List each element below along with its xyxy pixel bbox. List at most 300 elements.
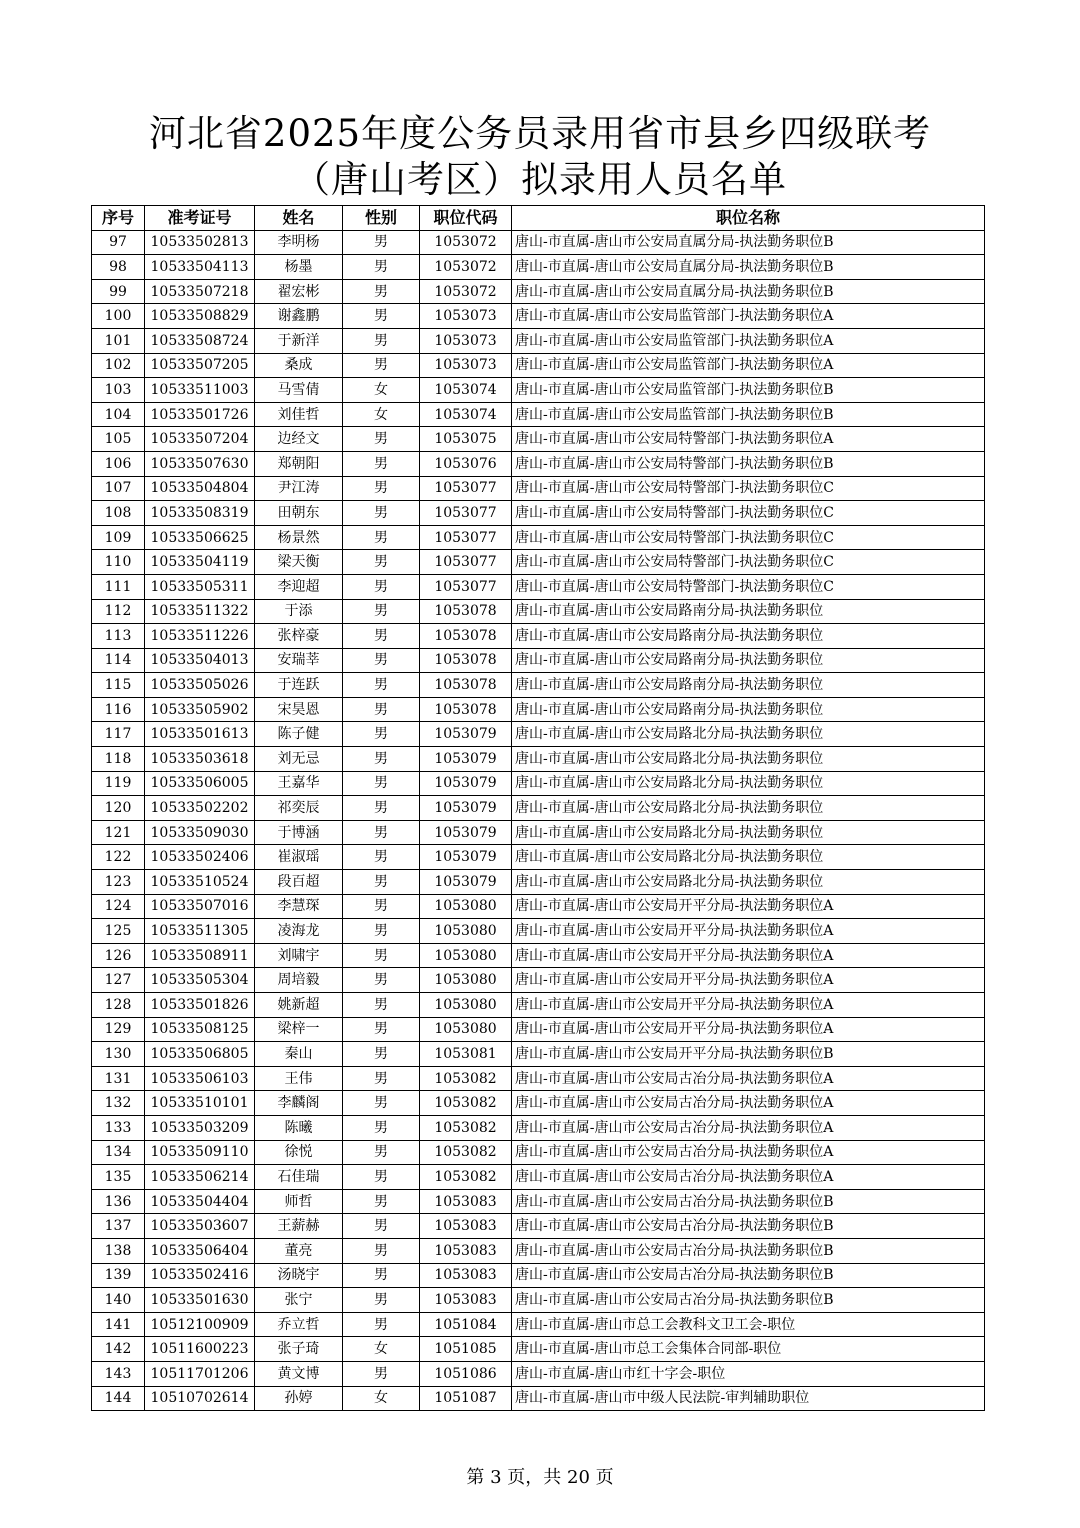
table-row (92, 1214, 985, 1239)
position-title-cell: 唐山-市直属-唐山市公安局开平分局-执法勤务职位A (512, 919, 985, 944)
gender-cell: 男 (343, 501, 420, 526)
position-code-cell: 1053080 (420, 968, 512, 993)
header-row (92, 206, 985, 231)
table-row (92, 845, 985, 870)
position-code-cell: 1053083 (420, 1288, 512, 1313)
name-cell: 桑成 (255, 353, 343, 378)
serial-cell: 110 (92, 550, 145, 575)
exam-number-cell: 10533507630 (145, 451, 255, 476)
serial-cell: 104 (92, 402, 145, 427)
gender-cell: 女 (343, 402, 420, 427)
exam-number-cell: 10533506805 (145, 1042, 255, 1067)
gender-cell: 男 (343, 1091, 420, 1116)
table-row (92, 230, 985, 255)
serial-cell: 127 (92, 968, 145, 993)
table-row (92, 968, 985, 993)
gender-cell: 男 (343, 304, 420, 329)
gender-cell: 男 (343, 255, 420, 280)
header-name: 姓名 (255, 206, 343, 231)
position-code-cell: 1053078 (420, 624, 512, 649)
name-cell: 梁梓一 (255, 1017, 343, 1042)
name-cell: 秦山 (255, 1042, 343, 1067)
gender-cell: 男 (343, 796, 420, 821)
serial-cell: 122 (92, 845, 145, 870)
table-row (92, 1189, 985, 1214)
exam-number-cell: 10533501726 (145, 402, 255, 427)
table-row (92, 919, 985, 944)
position-code-cell: 1053082 (420, 1091, 512, 1116)
serial-cell: 136 (92, 1189, 145, 1214)
exam-number-cell: 10533505026 (145, 673, 255, 698)
gender-cell: 女 (343, 378, 420, 403)
position-title-cell: 唐山-市直属-唐山市公安局路北分局-执法勤务职位 (512, 870, 985, 895)
serial-cell: 103 (92, 378, 145, 403)
position-title-cell: 唐山-市直属-唐山市公安局特警部门-执法勤务职位C (512, 525, 985, 550)
gender-cell: 男 (343, 820, 420, 845)
table-row (92, 1091, 985, 1116)
table-row (92, 279, 985, 304)
position-title-cell: 唐山-市直属-唐山市公安局直属分局-执法勤务职位B (512, 230, 985, 255)
gender-cell: 男 (343, 968, 420, 993)
exam-number-cell: 10533506214 (145, 1165, 255, 1190)
position-title-cell: 唐山-市直属-唐山市公安局古冶分局-执法勤务职位A (512, 1165, 985, 1190)
table-row (92, 943, 985, 968)
serial-cell: 117 (92, 722, 145, 747)
gender-cell: 男 (343, 550, 420, 575)
position-title-cell: 唐山-市直属-唐山市中级人民法院-审判辅助职位 (512, 1386, 985, 1411)
table-row (92, 1042, 985, 1067)
serial-cell: 130 (92, 1042, 145, 1067)
serial-cell: 133 (92, 1115, 145, 1140)
table-row (92, 1337, 985, 1362)
serial-cell: 119 (92, 771, 145, 796)
position-title-cell: 唐山-市直属-唐山市公安局路南分局-执法勤务职位 (512, 599, 985, 624)
serial-cell: 102 (92, 353, 145, 378)
name-cell: 翟宏彬 (255, 279, 343, 304)
table-row (92, 673, 985, 698)
position-code-cell: 1051087 (420, 1386, 512, 1411)
position-title-cell: 唐山-市直属-唐山市公安局路南分局-执法勤务职位 (512, 648, 985, 673)
serial-cell: 116 (92, 697, 145, 722)
name-cell: 梁天衡 (255, 550, 343, 575)
exam-number-cell: 10533501826 (145, 993, 255, 1018)
name-cell: 黄文博 (255, 1361, 343, 1386)
table-row (92, 328, 985, 353)
exam-number-cell: 10533501630 (145, 1288, 255, 1313)
name-cell: 于新洋 (255, 328, 343, 353)
exam-number-cell: 10533508319 (145, 501, 255, 526)
name-cell: 刘佳哲 (255, 402, 343, 427)
position-title-cell: 唐山-市直属-唐山市公安局路南分局-执法勤务职位 (512, 624, 985, 649)
position-title-cell: 唐山-市直属-唐山市红十字会-职位 (512, 1361, 985, 1386)
position-code-cell: 1053080 (420, 919, 512, 944)
position-code-cell: 1053072 (420, 255, 512, 280)
position-code-cell: 1053077 (420, 574, 512, 599)
table-row (92, 993, 985, 1018)
name-cell: 师哲 (255, 1189, 343, 1214)
name-cell: 马雪倩 (255, 378, 343, 403)
gender-cell: 男 (343, 1042, 420, 1067)
position-code-cell: 1053073 (420, 304, 512, 329)
serial-cell: 112 (92, 599, 145, 624)
serial-cell: 129 (92, 1017, 145, 1042)
position-title-cell: 唐山-市直属-唐山市总工会教科文卫工会-职位 (512, 1312, 985, 1337)
serial-cell: 109 (92, 525, 145, 550)
position-code-cell: 1053080 (420, 943, 512, 968)
exam-number-cell: 10533506103 (145, 1066, 255, 1091)
position-code-cell: 1053081 (420, 1042, 512, 1067)
position-code-cell: 1053083 (420, 1214, 512, 1239)
name-cell: 于添 (255, 599, 343, 624)
position-code-cell: 1053082 (420, 1115, 512, 1140)
name-cell: 杨墨 (255, 255, 343, 280)
serial-cell: 118 (92, 747, 145, 772)
serial-cell: 111 (92, 574, 145, 599)
table-row (92, 1361, 985, 1386)
name-cell: 崔淑瑶 (255, 845, 343, 870)
position-code-cell: 1053077 (420, 476, 512, 501)
name-cell: 刘啸宇 (255, 943, 343, 968)
position-code-cell: 1051086 (420, 1361, 512, 1386)
gender-cell: 男 (343, 993, 420, 1018)
table-row (92, 1312, 985, 1337)
name-cell: 杨景然 (255, 525, 343, 550)
table-row (92, 402, 985, 427)
name-cell: 徐悦 (255, 1140, 343, 1165)
position-title-cell: 唐山-市直属-唐山市公安局特警部门-执法勤务职位C (512, 501, 985, 526)
position-code-cell: 1053083 (420, 1238, 512, 1263)
exam-number-cell: 10533507205 (145, 353, 255, 378)
position-title-cell: 唐山-市直属-唐山市公安局特警部门-执法勤务职位C (512, 574, 985, 599)
position-code-cell: 1053082 (420, 1066, 512, 1091)
serial-cell: 138 (92, 1238, 145, 1263)
position-title-cell: 唐山-市直属-唐山市总工会集体合同部-职位 (512, 1337, 985, 1362)
position-title-cell: 唐山-市直属-唐山市公安局古冶分局-执法勤务职位A (512, 1140, 985, 1165)
position-title-cell: 唐山-市直属-唐山市公安局开平分局-执法勤务职位A (512, 894, 985, 919)
exam-number-cell: 10533504404 (145, 1189, 255, 1214)
header-gender: 性别 (343, 206, 420, 231)
position-title-cell: 唐山-市直属-唐山市公安局特警部门-执法勤务职位A (512, 427, 985, 452)
name-cell: 李迎超 (255, 574, 343, 599)
exam-number-cell: 10533504119 (145, 550, 255, 575)
exam-number-cell: 10533508125 (145, 1017, 255, 1042)
serial-cell: 115 (92, 673, 145, 698)
name-cell: 李麟阁 (255, 1091, 343, 1116)
exam-number-cell: 10533509110 (145, 1140, 255, 1165)
exam-number-cell: 10533503618 (145, 747, 255, 772)
gender-cell: 男 (343, 1165, 420, 1190)
header-position-title: 职位名称 (512, 206, 985, 231)
position-title-cell: 唐山-市直属-唐山市公安局直属分局-执法勤务职位B (512, 255, 985, 280)
position-code-cell: 1053083 (420, 1263, 512, 1288)
position-code-cell: 1053074 (420, 378, 512, 403)
gender-cell: 男 (343, 353, 420, 378)
name-cell: 于博涵 (255, 820, 343, 845)
exam-number-cell: 10533511305 (145, 919, 255, 944)
table-body (92, 230, 985, 1411)
serial-cell: 98 (92, 255, 145, 280)
gender-cell: 男 (343, 525, 420, 550)
gender-cell: 女 (343, 1337, 420, 1362)
exam-number-cell: 10533506625 (145, 525, 255, 550)
position-title-cell: 唐山-市直属-唐山市公安局古冶分局-执法勤务职位A (512, 1115, 985, 1140)
exam-number-cell: 10533509030 (145, 820, 255, 845)
header-serial: 序号 (92, 206, 145, 231)
position-title-cell: 唐山-市直属-唐山市公安局特警部门-执法勤务职位B (512, 451, 985, 476)
serial-cell: 124 (92, 894, 145, 919)
serial-cell: 131 (92, 1066, 145, 1091)
table-row (92, 525, 985, 550)
exam-number-cell: 10533510524 (145, 870, 255, 895)
table-row (92, 1140, 985, 1165)
exam-number-cell: 10533505902 (145, 697, 255, 722)
serial-cell: 143 (92, 1361, 145, 1386)
serial-cell: 128 (92, 993, 145, 1018)
position-title-cell: 唐山-市直属-唐山市公安局监管部门-执法勤务职位A (512, 328, 985, 353)
exam-number-cell: 10533511226 (145, 624, 255, 649)
table-row (92, 870, 985, 895)
name-cell: 王嘉华 (255, 771, 343, 796)
position-code-cell: 1053072 (420, 230, 512, 255)
table-row (92, 451, 985, 476)
exam-number-cell: 10533505304 (145, 968, 255, 993)
gender-cell: 男 (343, 328, 420, 353)
name-cell: 乔立哲 (255, 1312, 343, 1337)
serial-cell: 140 (92, 1288, 145, 1313)
exam-number-cell: 10512100909 (145, 1312, 255, 1337)
gender-cell: 男 (343, 845, 420, 870)
name-cell: 孙婷 (255, 1386, 343, 1411)
exam-number-cell: 10533511322 (145, 599, 255, 624)
position-title-cell: 唐山-市直属-唐山市公安局开平分局-执法勤务职位A (512, 993, 985, 1018)
position-code-cell: 1053078 (420, 648, 512, 673)
serial-cell: 99 (92, 279, 145, 304)
position-title-cell: 唐山-市直属-唐山市公安局监管部门-执法勤务职位A (512, 304, 985, 329)
table-row (92, 353, 985, 378)
table-row (92, 722, 985, 747)
position-code-cell: 1053079 (420, 796, 512, 821)
position-code-cell: 1053077 (420, 501, 512, 526)
gender-cell: 男 (343, 1214, 420, 1239)
position-title-cell: 唐山-市直属-唐山市公安局路北分局-执法勤务职位 (512, 845, 985, 870)
exam-number-cell: 10533506404 (145, 1238, 255, 1263)
table-row (92, 599, 985, 624)
position-title-cell: 唐山-市直属-唐山市公安局古冶分局-执法勤务职位B (512, 1288, 985, 1313)
position-title-cell: 唐山-市直属-唐山市公安局路北分局-执法勤务职位 (512, 796, 985, 821)
exam-number-cell: 10533507016 (145, 894, 255, 919)
table-row (92, 304, 985, 329)
table-row (92, 1165, 985, 1190)
table-row (92, 574, 985, 599)
name-cell: 陈曦 (255, 1115, 343, 1140)
name-cell: 段百超 (255, 870, 343, 895)
position-code-cell: 1053083 (420, 1189, 512, 1214)
position-code-cell: 1053079 (420, 845, 512, 870)
exam-number-cell: 10533504804 (145, 476, 255, 501)
position-code-cell: 1053072 (420, 279, 512, 304)
gender-cell: 男 (343, 574, 420, 599)
name-cell: 陈子健 (255, 722, 343, 747)
serial-cell: 135 (92, 1165, 145, 1190)
position-title-cell: 唐山-市直属-唐山市公安局路南分局-执法勤务职位 (512, 673, 985, 698)
serial-cell: 97 (92, 230, 145, 255)
gender-cell: 男 (343, 1288, 420, 1313)
name-cell: 安瑞莘 (255, 648, 343, 673)
position-code-cell: 1053079 (420, 771, 512, 796)
gender-cell: 男 (343, 279, 420, 304)
table-row (92, 624, 985, 649)
table-row (92, 476, 985, 501)
gender-cell: 男 (343, 1140, 420, 1165)
position-title-cell: 唐山-市直属-唐山市公安局古冶分局-执法勤务职位A (512, 1091, 985, 1116)
position-title-cell: 唐山-市直属-唐山市公安局监管部门-执法勤务职位B (512, 378, 985, 403)
position-code-cell: 1053080 (420, 993, 512, 1018)
gender-cell: 男 (343, 771, 420, 796)
position-code-cell: 1053077 (420, 525, 512, 550)
position-title-cell: 唐山-市直属-唐山市公安局古冶分局-执法勤务职位B (512, 1263, 985, 1288)
gender-cell: 女 (343, 1386, 420, 1411)
position-code-cell: 1053073 (420, 353, 512, 378)
roster-table (91, 205, 985, 1411)
name-cell: 李明杨 (255, 230, 343, 255)
position-title-cell: 唐山-市直属-唐山市公安局古冶分局-执法勤务职位B (512, 1214, 985, 1239)
table-row (92, 501, 985, 526)
gender-cell: 男 (343, 599, 420, 624)
exam-number-cell: 10533502406 (145, 845, 255, 870)
serial-cell: 125 (92, 919, 145, 944)
position-code-cell: 1053075 (420, 427, 512, 452)
position-code-cell: 1053080 (420, 894, 512, 919)
header-position-code: 职位代码 (420, 206, 512, 231)
gender-cell: 男 (343, 1017, 420, 1042)
table-row (92, 648, 985, 673)
table-row (92, 1238, 985, 1263)
exam-number-cell: 10533508911 (145, 943, 255, 968)
name-cell: 姚新超 (255, 993, 343, 1018)
name-cell: 边经文 (255, 427, 343, 452)
serial-cell: 126 (92, 943, 145, 968)
serial-cell: 141 (92, 1312, 145, 1337)
gender-cell: 男 (343, 870, 420, 895)
gender-cell: 男 (343, 427, 420, 452)
gender-cell: 男 (343, 1263, 420, 1288)
position-title-cell: 唐山-市直属-唐山市公安局路北分局-执法勤务职位 (512, 771, 985, 796)
name-cell: 张宁 (255, 1288, 343, 1313)
table-header (92, 206, 985, 231)
exam-number-cell: 10533507218 (145, 279, 255, 304)
table-row (92, 255, 985, 280)
gender-cell: 男 (343, 1115, 420, 1140)
name-cell: 王薪赫 (255, 1214, 343, 1239)
position-title-cell: 唐山-市直属-唐山市公安局古冶分局-执法勤务职位B (512, 1238, 985, 1263)
position-title-cell: 唐山-市直属-唐山市公安局路北分局-执法勤务职位 (512, 747, 985, 772)
gender-cell: 男 (343, 919, 420, 944)
table-row (92, 894, 985, 919)
name-cell: 于连跃 (255, 673, 343, 698)
gender-cell: 男 (343, 1189, 420, 1214)
name-cell: 凌海龙 (255, 919, 343, 944)
table-row (92, 1066, 985, 1091)
name-cell: 张子琦 (255, 1337, 343, 1362)
position-title-cell: 唐山-市直属-唐山市公安局开平分局-执法勤务职位A (512, 1017, 985, 1042)
name-cell: 汤晓宇 (255, 1263, 343, 1288)
position-code-cell: 1053082 (420, 1140, 512, 1165)
exam-number-cell: 10510702614 (145, 1386, 255, 1411)
gender-cell: 男 (343, 648, 420, 673)
exam-number-cell: 10533506005 (145, 771, 255, 796)
position-code-cell: 1053082 (420, 1165, 512, 1190)
exam-number-cell: 10533507204 (145, 427, 255, 452)
serial-cell: 113 (92, 624, 145, 649)
table-row (92, 771, 985, 796)
table-row (92, 550, 985, 575)
table-row (92, 820, 985, 845)
name-cell: 尹江涛 (255, 476, 343, 501)
gender-cell: 男 (343, 943, 420, 968)
gender-cell: 男 (343, 1238, 420, 1263)
position-title-cell: 唐山-市直属-唐山市公安局直属分局-执法勤务职位B (512, 279, 985, 304)
table-row (92, 796, 985, 821)
position-title-cell: 唐山-市直属-唐山市公安局特警部门-执法勤务职位C (512, 476, 985, 501)
gender-cell: 男 (343, 624, 420, 649)
gender-cell: 男 (343, 697, 420, 722)
exam-number-cell: 10533503607 (145, 1214, 255, 1239)
position-title-cell: 唐山-市直属-唐山市公安局开平分局-执法勤务职位B (512, 1042, 985, 1067)
gender-cell: 男 (343, 230, 420, 255)
table-row (92, 1288, 985, 1313)
name-cell: 郑朝阳 (255, 451, 343, 476)
name-cell: 周培毅 (255, 968, 343, 993)
position-title-cell: 唐山-市直属-唐山市公安局古冶分局-执法勤务职位A (512, 1066, 985, 1091)
name-cell: 张梓豪 (255, 624, 343, 649)
position-code-cell: 1053079 (420, 747, 512, 772)
name-cell: 王伟 (255, 1066, 343, 1091)
gender-cell: 男 (343, 1361, 420, 1386)
position-code-cell: 1053079 (420, 820, 512, 845)
serial-cell: 100 (92, 304, 145, 329)
gender-cell: 男 (343, 894, 420, 919)
position-code-cell: 1051084 (420, 1312, 512, 1337)
exam-number-cell: 10533508724 (145, 328, 255, 353)
serial-cell: 134 (92, 1140, 145, 1165)
exam-number-cell: 10533503209 (145, 1115, 255, 1140)
document-title-line1: 河北省2025年度公务员录用省市县乡四级联考 (148, 112, 932, 155)
exam-number-cell: 10533505311 (145, 574, 255, 599)
position-code-cell: 1053073 (420, 328, 512, 353)
gender-cell: 男 (343, 722, 420, 747)
position-code-cell: 1053077 (420, 550, 512, 575)
document-title-line2: （唐山考区）拟录用人员名单 (293, 158, 787, 201)
position-title-cell: 唐山-市直属-唐山市公安局路南分局-执法勤务职位 (512, 697, 985, 722)
table-row (92, 1386, 985, 1411)
exam-number-cell: 10511701206 (145, 1361, 255, 1386)
position-title-cell: 唐山-市直属-唐山市公安局监管部门-执法勤务职位B (512, 402, 985, 427)
exam-number-cell: 10533511003 (145, 378, 255, 403)
position-code-cell: 1053078 (420, 673, 512, 698)
header-exam-number: 准考证号 (145, 206, 255, 231)
exam-number-cell: 10533510101 (145, 1091, 255, 1116)
exam-number-cell: 10511600223 (145, 1337, 255, 1362)
position-code-cell: 1053074 (420, 402, 512, 427)
name-cell: 田朝东 (255, 501, 343, 526)
position-title-cell: 唐山-市直属-唐山市公安局特警部门-执法勤务职位C (512, 550, 985, 575)
serial-cell: 123 (92, 870, 145, 895)
gender-cell: 男 (343, 451, 420, 476)
gender-cell: 男 (343, 673, 420, 698)
table-row (92, 1115, 985, 1140)
table-row (92, 1017, 985, 1042)
position-code-cell: 1053076 (420, 451, 512, 476)
